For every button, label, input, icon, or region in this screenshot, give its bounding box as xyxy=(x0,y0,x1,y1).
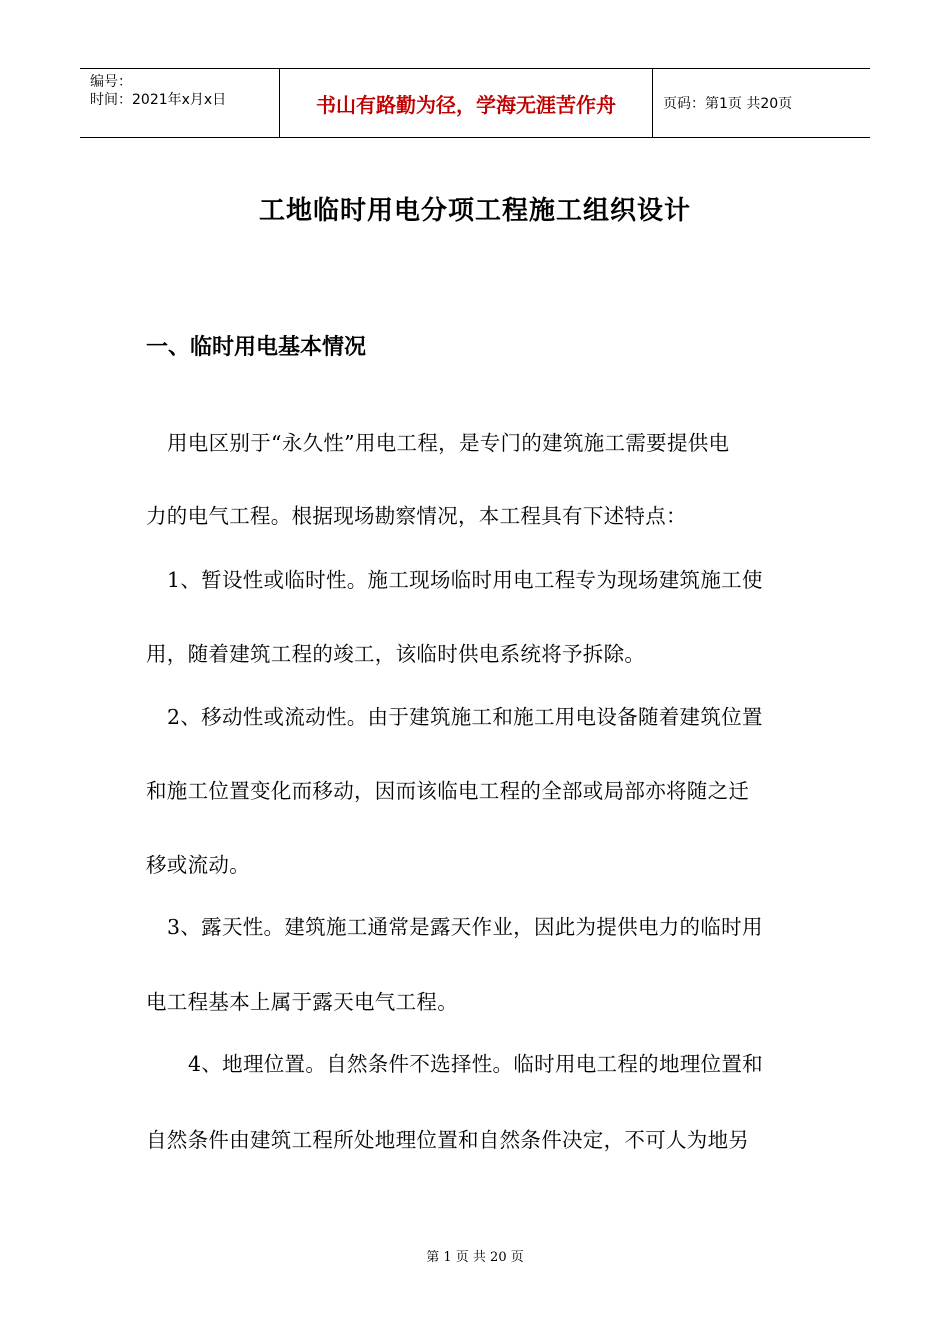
body-line: 用电区别于“永久性”用电工程，是专门的建筑施工需要提供电 xyxy=(167,431,730,455)
body-line: 4、地理位置。自然条件不选择性。临时用电工程的地理位置和 xyxy=(188,1052,763,1076)
document-date-label: 时间：2021年x月x日 xyxy=(90,92,227,108)
header-page-info: 页码：第1页 共20页 xyxy=(663,96,793,112)
body-line: 用，随着建筑工程的竣工，该临时供电系统将予拆除。 xyxy=(146,642,646,666)
header-motto: 书山有路勤为径，学海无涯苦作舟 xyxy=(280,69,653,137)
body-line: 电工程基本上属于露天电气工程。 xyxy=(146,990,458,1014)
body-line: 2、移动性或流动性。由于建筑施工和施工用电设备随着建筑位置 xyxy=(167,705,763,729)
header-meta xyxy=(80,69,280,137)
body-line: 移或流动。 xyxy=(146,853,250,877)
page-header xyxy=(80,68,870,138)
body-line: 和施工位置变化而移动，因而该临电工程的全部或局部亦将随之迁 xyxy=(146,779,750,803)
body-line: 1、暂设性或临时性。施工现场临时用电工程专为现场建筑施工使 xyxy=(167,568,763,592)
section-heading: 一、临时用电基本情况 xyxy=(146,335,367,360)
document-number-label: 编号： xyxy=(90,74,132,90)
body-line: 自然条件由建筑工程所处地理位置和自然条件决定，不可人为地另 xyxy=(146,1128,750,1152)
page-footer: 第 1 页 共 20 页 xyxy=(426,1250,524,1265)
body-line: 力的电气工程。根据现场勘察情况，本工程具有下述特点： xyxy=(146,504,687,528)
body-line: 3、露天性。建筑施工通常是露天作业，因此为提供电力的临时用 xyxy=(167,915,763,939)
document-title: 工地临时用电分项工程施工组织设计 xyxy=(258,196,691,226)
